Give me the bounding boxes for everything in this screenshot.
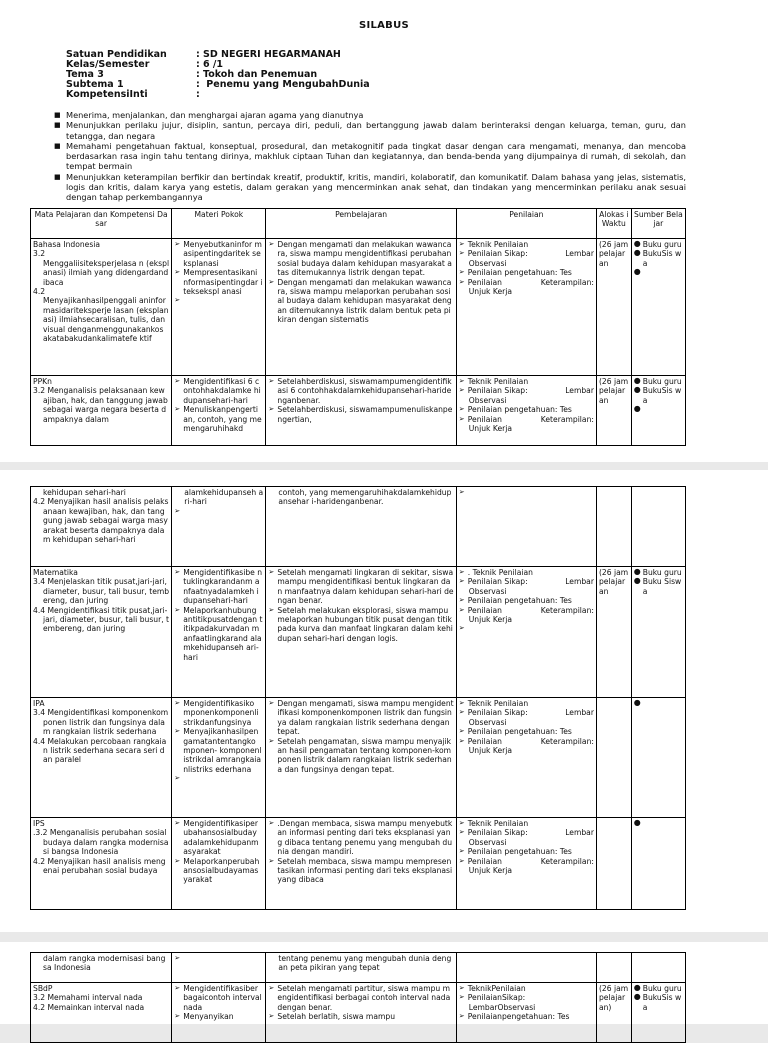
document-page-2 bbox=[0, 470, 768, 932]
pembelajaran-item: ➢ .Dengan membaca, siswa mampu menyebutkan informasi penting dari teks eksplanasi yang dibaca tentang penemu yang mengubah dunia dengan mandiri. bbox=[268, 819, 453, 857]
penilaian-item bbox=[459, 278, 594, 287]
pembelajaran-cell bbox=[266, 953, 456, 983]
materi-cell bbox=[172, 376, 266, 446]
penilaian-cell bbox=[456, 487, 596, 567]
waktu-cell bbox=[596, 953, 631, 983]
penilaian-item: Observasi bbox=[468, 717, 507, 727]
materi-item: ➢ Menyanyikan bbox=[174, 1012, 263, 1021]
header-cell: Pembelajaran bbox=[266, 209, 456, 239]
pembelajaran-item: ➢ Setelah membaca, siswa mampu mempresentasikan informasi penting dari teks eksplanasi yang dibaca bbox=[268, 857, 453, 885]
penilaian-item bbox=[459, 415, 594, 424]
kd-cell bbox=[31, 953, 172, 983]
penilaian-item bbox=[459, 606, 594, 615]
penilaian-item: ➢ Penilaian pengetahuan: Tes bbox=[459, 268, 594, 277]
sumber-cell bbox=[631, 698, 685, 818]
sumber-item: ● Buku Siswa bbox=[634, 577, 683, 596]
colon: : bbox=[196, 49, 200, 60]
sumber-cell bbox=[631, 487, 685, 567]
colon: : bbox=[196, 89, 200, 100]
materi-item: ➢ Melaporkanperubah ansosialbudayamas yarakat bbox=[174, 857, 263, 885]
penilaian-item bbox=[459, 708, 594, 717]
pembelajaran-item: ➢ Dengan mengamati, siswa mampu mengidentifikasi komponenkomponen listrik dan fungsinya dalam rangkaian listrik sederhana dengan tepat. bbox=[268, 699, 453, 737]
waktu-cell bbox=[596, 487, 631, 567]
pembelajaran-item: ➢ Setelah pengamatan, siswa mampu menyajikan hasil pengamatan tentang komponen-komponen listrik dalam rangkaian listrik sederhana dan fungsinya dengan tepat. bbox=[268, 737, 453, 775]
document-page-1 bbox=[0, 0, 768, 462]
sumber-item bbox=[634, 699, 683, 708]
penilaian-item: Observasi bbox=[468, 395, 507, 405]
identity-value: SD NEGERI HEGARMANAH bbox=[203, 49, 341, 60]
penilaian-item: LembarObservasi bbox=[468, 1002, 536, 1012]
materi-item: ➢ Menyebutkaninfor masipentingdaritek seksplanasi bbox=[174, 240, 263, 268]
silabus-table bbox=[30, 952, 686, 1043]
sumber-cell bbox=[631, 818, 685, 910]
materi-cell bbox=[172, 953, 266, 983]
pembelajaran-item: ➢ Setelah berlatih, siswa mampu bbox=[268, 1012, 453, 1021]
kd-text: .3.2 Menganalisis perubahan sosial budaya dalam rangka modernisasi bangsa Indonesia bbox=[33, 828, 169, 857]
waktu-cell bbox=[596, 698, 631, 818]
penilaian-label: Lembar bbox=[565, 386, 594, 396]
header-cell: Sumber Belajar bbox=[631, 209, 685, 239]
pembelajaran-cell bbox=[266, 983, 456, 1043]
pembelajaran-cell bbox=[266, 567, 456, 698]
pembelajaran-cell bbox=[266, 818, 456, 910]
subject-name: PPKn bbox=[33, 377, 52, 386]
penilaian-label: Keterampilan: bbox=[540, 605, 594, 615]
penilaian-item: Unjuk Kerja bbox=[468, 287, 513, 297]
ki-item: ■ Menunjukkan keterampilan berfikir dan bertindak kreatif, produktif, kritis, mandiri, kolaboratif, dan komunikatif. Dalam bahasa yang jelas, sistematis, logis dan kritis, dalam karya yang estetis, dalam gerakan yang mencerminkan anak sehat, dan tindakan yang mencerminkan perilaku anak sesuai dengan tahap perkembangannya bbox=[54, 172, 686, 203]
table-row bbox=[31, 818, 686, 910]
pembelajaran-item: ➢ Setelahberdiskusi, siswamampumenuliskanpengertian, bbox=[268, 405, 453, 424]
penilaian-item: ➢ Teknik Penilaian bbox=[459, 240, 594, 249]
materi-item: ➢ Menyajikanhasilpen gamatantentangko mponen- komponenlistrikdal amrangkaianlistriks ederhana bbox=[174, 727, 263, 774]
header-cell: Materi Pokok bbox=[172, 209, 266, 239]
header-cell: Alokas i Waktu bbox=[596, 209, 631, 239]
page-title: SILABUS bbox=[358, 20, 410, 31]
identity-key: Tema 3 bbox=[66, 69, 104, 80]
sumber-cell bbox=[631, 567, 685, 698]
sumber-item: ● BukuSis wa bbox=[634, 386, 683, 405]
pembelajaran-cell bbox=[266, 376, 456, 446]
penilaian-item: Unjuk Kerja bbox=[468, 866, 513, 876]
materi-item bbox=[174, 507, 263, 516]
penilaian-item: ➢ Penilaian pengetahuan: Tes bbox=[459, 596, 594, 605]
penilaian-label: ➢ Penilaian Sikap: bbox=[467, 249, 528, 259]
materi-item: ➢ Mempresentasikani nformasipentingdar iteksekspl anasi bbox=[174, 268, 263, 296]
penilaian-label: Keterampilan: bbox=[540, 736, 594, 746]
penilaian-item: ➢ Penilaianpengetahuan: Tes bbox=[459, 1012, 594, 1021]
table-row bbox=[31, 567, 686, 698]
penilaian-item bbox=[459, 828, 594, 837]
kd-text: 4.2 Memainkan interval nada bbox=[33, 1002, 145, 1012]
sumber-item: ● BukuSis wa bbox=[634, 993, 683, 1012]
identity-key: Kelas/Semester bbox=[66, 59, 150, 70]
table-row bbox=[31, 239, 686, 376]
ki-item: ■ Menunjukkan perilaku jujur, disiplin, santun, percaya diri, peduli, dan bertanggung jawab dalam berinteraksi dengan keluarga, teman, guru, dan tetangga, dan negara bbox=[54, 120, 686, 141]
penilaian-label: ➢ Penilaian bbox=[467, 414, 502, 424]
kd-cell bbox=[31, 983, 172, 1043]
kd-text: kehidupan sehari-hari bbox=[43, 488, 126, 497]
identity-value: 6 /1 bbox=[203, 59, 223, 70]
kd-cell bbox=[31, 376, 172, 446]
penilaian-item bbox=[459, 488, 594, 497]
penilaian-cell bbox=[456, 818, 596, 910]
kd-text: Menyajikanhasilpenggali aninformasidariteksperje lasan (eksplanasi) ilmiahsecaralisan, tulis, dan visual denganmenggunakankos akatabakudankalimatefe ktif bbox=[43, 296, 169, 344]
waktu-cell: (26 jam pelajar an bbox=[596, 239, 631, 376]
penilaian-label: ➢ Penilaian Sikap: bbox=[467, 386, 528, 396]
penilaian-item: ➢ . Teknik Penilaian bbox=[459, 568, 594, 577]
subject-name: SBdP bbox=[33, 984, 53, 993]
materi-item bbox=[174, 774, 263, 783]
kd-number: 3.2 bbox=[33, 249, 46, 259]
materi-item: ➢ Melaporkanhubung antitikpusatdengan titikpadakurvadan manfaatlingkarand alamkehidupanseh ari-hari bbox=[174, 606, 263, 662]
identity-value: Penemu yang MengubahDunia bbox=[203, 79, 370, 90]
identity-block bbox=[66, 50, 370, 100]
penilaian-cell bbox=[456, 698, 596, 818]
kd-text: 4.4 Melakukan percobaan rangkaian listrik sederhana secara seri dan paralel bbox=[33, 736, 167, 765]
penilaian-label: Lembar bbox=[565, 708, 594, 718]
sumber-item: ● Buku guru bbox=[634, 377, 683, 386]
penilaian-item bbox=[459, 624, 594, 633]
identity-key: KompetensiInti bbox=[66, 89, 148, 100]
sumber-item: ● Buku guru bbox=[634, 240, 683, 249]
materi-item: ➢ Mengidentifikasiper ubahansosialbuday adalamkehidupanm asyarakat bbox=[174, 819, 263, 857]
penilaian-cell bbox=[456, 239, 596, 376]
table-row bbox=[31, 953, 686, 983]
penilaian-item bbox=[459, 577, 594, 586]
pembelajaran-item: ➢ Setelah melakukan eksplorasi, siswa mampu melaporkan hubungan titik pusat dengan titik pada kurva dan manfaat lingkaran dalam kehidupan sehari-hari dengan logis. bbox=[268, 606, 453, 644]
identity-key: Subtema 1 bbox=[66, 79, 124, 90]
penilaian-item: ➢ Teknik Penilaian bbox=[459, 819, 594, 828]
materi-cell bbox=[172, 239, 266, 376]
materi-item: alamkehidupanseh ari-hari bbox=[184, 488, 264, 507]
penilaian-cell bbox=[456, 567, 596, 698]
sumber-item: ● BukuSis wa bbox=[634, 249, 683, 268]
table-row bbox=[31, 376, 686, 446]
sumber-item: ● Buku guru bbox=[634, 984, 683, 993]
pembelajaran-item: ➢ Setelah mengamati partitur, siswa mampu mengidentifikasi berbagai contoh interval nada dengan benar. bbox=[268, 984, 453, 1012]
kd-cell bbox=[31, 818, 172, 910]
penilaian-item bbox=[459, 386, 594, 395]
ki-item: ■ Memahami pengetahuan faktual, konseptual, prosedural, dan metakognitif pada tingkat dasar dengan cara mengamati, menanya, dan mencoba berdasarkan rasa ingin tahu tentang dirinya, makhluk ciptaan Tuhan dan kegiatannya, dan benda-benda yang dijumpainya di rumah, di sekolah, dan tempat bermain bbox=[54, 141, 686, 172]
pembelajaran-cell bbox=[266, 487, 456, 567]
identity-value: Tokoh dan Penemuan bbox=[203, 69, 318, 80]
penilaian-item bbox=[459, 737, 594, 746]
materi-item: ➢ Mengidentifikasibe ntuklingkarandanm anfaatnyadalamkeh idupansehari-hari bbox=[174, 568, 263, 606]
kompetensi-inti-list bbox=[54, 110, 686, 203]
kd-text: Menggaliisiteksperjelasa n (eksplanasi) ilmiah yang didengardandibaca bbox=[43, 258, 170, 287]
table-row bbox=[31, 983, 686, 1043]
pembelajaran-cell bbox=[266, 698, 456, 818]
identity-key: Satuan Pendidikan bbox=[66, 49, 167, 60]
colon: : bbox=[196, 79, 200, 90]
kd-cell bbox=[31, 567, 172, 698]
penilaian-label: ➢ Penilaian Sikap: bbox=[467, 577, 528, 587]
kd-text: 3.4 Mengidentifikasi komponenkomponen listrik dan fungsinya dalam rangkaian listrik sederhana bbox=[33, 708, 169, 737]
table-header-row bbox=[31, 209, 686, 239]
materi-item: ➢ Mengidentifikasiber bagaicontoh interval nada bbox=[174, 984, 263, 1012]
penilaian-label: Keterampilan: bbox=[540, 277, 594, 287]
kd-text: 4.4 Mengidentifikasi titik pusat,jari-jari, diameter, busur, tali busur, tembereng, dan juring bbox=[33, 605, 170, 634]
penilaian-item: Unjuk Kerja bbox=[468, 615, 513, 625]
subject-name: IPS bbox=[33, 819, 45, 828]
table-row bbox=[31, 698, 686, 818]
sumber-item bbox=[634, 405, 683, 414]
pembelajaran-item: ➢ Dengan mengamati dan melakukan wawancara, siswa mampu melaporkan perubahan sosial budaya dalam kehidupan masyarakat dengan ditemukannya listrik dalam bentuk peta pikiran dengan sistematis bbox=[268, 278, 453, 325]
penilaian-item: ➢ Teknik Penilaian bbox=[459, 377, 594, 386]
penilaian-label: Keterampilan: bbox=[540, 856, 594, 866]
penilaian-item: ➢ Penilaian pengetahuan: Tes bbox=[459, 405, 594, 414]
table-row bbox=[31, 487, 686, 567]
kd-cell bbox=[31, 487, 172, 567]
penilaian-label: ➢ Penilaian bbox=[467, 736, 502, 746]
materi-cell bbox=[172, 487, 266, 567]
penilaian-item: ➢ Penilaian pengetahuan: Tes bbox=[459, 727, 594, 736]
pembelajaran-item: ➢ Dengan mengamati dan melakukan wawancara, siswa mampu mengidentifikasi perubahan sosial budaya dalam kehidupan masyarakat atas ditemukannya listrik dengan tepat. bbox=[268, 240, 453, 278]
penilaian-item: ➢ Penilaian pengetahuan: Tes bbox=[459, 847, 594, 856]
waktu-cell bbox=[596, 818, 631, 910]
silabus-table bbox=[30, 486, 686, 910]
pembelajaran-cell bbox=[266, 239, 456, 376]
kd-text: 3.4 Menjelaskan titik pusat,jari-jari, diameter, busur, tali busur, tembereng, dan juring bbox=[33, 577, 170, 606]
penilaian-label: ➢ Penilaian bbox=[467, 856, 502, 866]
kd-text: 3.2 Memahami interval nada bbox=[33, 993, 143, 1003]
materi-item: ➢ Mengidentifikasiko mponenkomponenli strikdanfungsinya bbox=[174, 699, 263, 727]
materi-item: ➢ Menuliskanpengerti an, contoh, yang memengaruhihakd bbox=[174, 405, 263, 433]
waktu-cell: (26 jam pelajar an) bbox=[596, 983, 631, 1043]
colon: : bbox=[196, 69, 200, 80]
sumber-cell bbox=[631, 239, 685, 376]
document-page-3 bbox=[0, 942, 768, 1024]
subject-name: Bahasa Indonesia bbox=[33, 240, 101, 249]
kd-cell bbox=[31, 698, 172, 818]
kd-text: 3.2 Menganalisis pelaksanaan kewajiban, hak, dan tanggung jawab sebagai warga negara beserta dampaknya dalam bbox=[33, 386, 168, 424]
penilaian-item: ➢ PenilaianSikap: bbox=[459, 993, 594, 1002]
kd-number: 4.2 bbox=[33, 287, 46, 297]
penilaian-label: ➢ Penilaian bbox=[467, 277, 502, 287]
penilaian-item: ➢ TeknikPenilaian bbox=[459, 984, 594, 993]
kd-text: 4.2 Menyajikan hasil analisis mengenai perubahan sosial budaya bbox=[33, 856, 166, 876]
penilaian-label: Lembar bbox=[565, 828, 594, 838]
silabus-table bbox=[30, 208, 686, 446]
sumber-item bbox=[634, 819, 683, 828]
pembelajaran-item: contoh, yang memengaruhihakdalamkehidupansehar i-haridenganbenar. bbox=[278, 488, 452, 507]
penilaian-item: ➢ Teknik Penilaian bbox=[459, 699, 594, 708]
materi-cell bbox=[172, 698, 266, 818]
penilaian-item: Observasi bbox=[468, 258, 507, 268]
penilaian-cell bbox=[456, 983, 596, 1043]
penilaian-cell bbox=[456, 376, 596, 446]
sumber-item: ● Buku guru bbox=[634, 568, 683, 577]
waktu-cell: (26 jam pelajar an bbox=[596, 567, 631, 698]
penilaian-item bbox=[459, 249, 594, 258]
penilaian-item bbox=[459, 857, 594, 866]
sumber-item bbox=[634, 268, 683, 277]
materi-item: ➢ Mengidentifikasi 6 contohhakdalamke hidupansehari-hari bbox=[174, 377, 263, 405]
penilaian-label: ➢ Penilaian Sikap: bbox=[467, 828, 528, 838]
pembelajaran-item: ➢ Setelah mengamati lingkaran di sekitar, siswa mampu mengidentifikasi bentuk lingkaran dan manfaatnya dalam kehidupan sehari-hari dengan benar. bbox=[268, 568, 453, 606]
materi-item bbox=[174, 296, 263, 305]
waktu-cell: (26 jam pelajar an bbox=[596, 376, 631, 446]
ki-item: ■ Menerima, menjalankan, dan menghargai ajaran agama yang dianutnya bbox=[54, 110, 686, 120]
penilaian-label: ➢ Penilaian bbox=[467, 605, 502, 615]
penilaian-item: Observasi bbox=[468, 586, 507, 596]
header-cell: Penilaian bbox=[456, 209, 596, 239]
pembelajaran-item: tentang penemu yang mengubah dunia dengan peta pikiran yang tepat bbox=[278, 954, 452, 973]
penilaian-label: Lembar bbox=[565, 249, 594, 259]
penilaian-item: Unjuk Kerja bbox=[468, 424, 513, 434]
materi-cell bbox=[172, 983, 266, 1043]
identity-row bbox=[66, 90, 370, 100]
materi-item bbox=[174, 954, 263, 963]
kd-cell bbox=[31, 239, 172, 376]
pembelajaran-item: ➢ Setelahberdiskusi, siswamampumengidentifikasi 6 contohhakdalamkehidupansehari-haridenganbenar. bbox=[268, 377, 453, 405]
penilaian-label: Keterampilan: bbox=[540, 414, 594, 424]
kd-text: 4.2 Menyajikan hasil analisis pelaksanaan kewajiban, hak, dan tanggung jawab sebagai warga masyarakat beserta dampaknya dalam kehidupan sehari-hari bbox=[33, 497, 169, 545]
penilaian-item: Observasi bbox=[468, 837, 507, 847]
materi-cell bbox=[172, 567, 266, 698]
sumber-cell bbox=[631, 983, 685, 1043]
kd-text: dalam rangka modernisasi bangsa Indonesia bbox=[43, 954, 166, 973]
subject-name: Matematika bbox=[33, 568, 78, 577]
sumber-cell bbox=[631, 953, 685, 983]
subject-name: IPA bbox=[33, 699, 45, 708]
penilaian-label: Lembar bbox=[565, 577, 594, 587]
penilaian-item: Unjuk Kerja bbox=[468, 746, 513, 756]
header-cell: Mata Pelajaran dan Kompetensi Dasar bbox=[31, 209, 172, 239]
penilaian-label: ➢ Penilaian Sikap: bbox=[467, 708, 528, 718]
sumber-cell bbox=[631, 376, 685, 446]
materi-cell bbox=[172, 818, 266, 910]
colon: : bbox=[196, 59, 200, 70]
penilaian-cell bbox=[456, 953, 596, 983]
